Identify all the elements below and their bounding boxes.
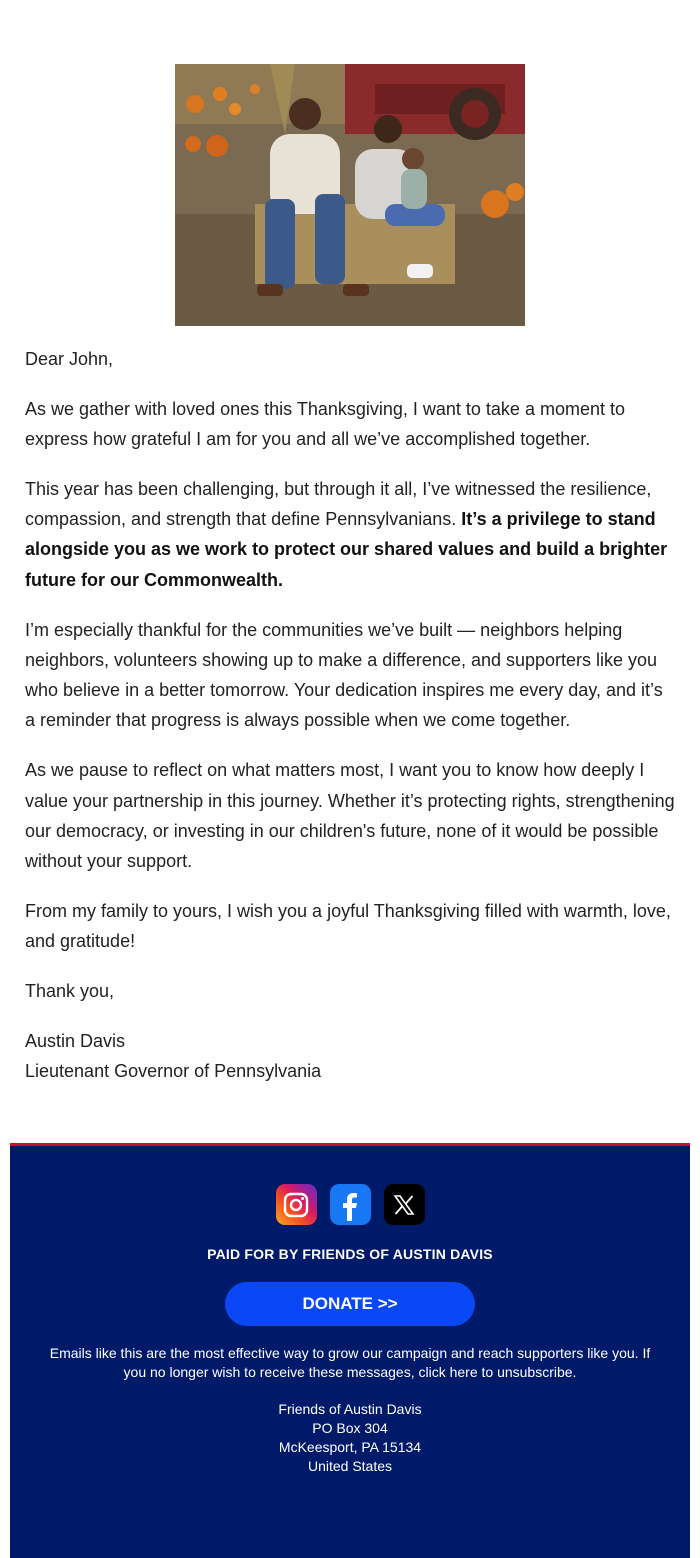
email-footer: [10, 1143, 690, 1558]
x-icon[interactable]: [384, 1184, 425, 1225]
paragraph-2: [25, 474, 675, 595]
paragraph-2-text: This year has been challenging, but through it all, I’ve witnessed the resilience, compassion, and strength that define Pennsylvanians.: [25, 478, 652, 530]
unsubscribe-notice[interactable]: Emails like this are the most effective way to grow our campaign and reach supporters like you. If you no longer wish to receive these messages, click here to unsubscribe.: [49, 1345, 651, 1380]
social-links: [10, 1184, 690, 1225]
instagram-icon[interactable]: [276, 1184, 317, 1225]
greeting: Dear John,: [25, 349, 114, 369]
paragraph-1: As we gather with loved ones this Thanksgiving, I want to take a moment to express how grateful I am for you and all we’ve accomplished together.: [25, 398, 625, 450]
signature: [25, 1026, 675, 1087]
address-line-1: PO Box 304: [312, 1420, 388, 1436]
paid-for-disclaimer: PAID FOR BY FRIENDS OF AUSTIN DAVIS: [207, 1246, 493, 1262]
paragraph-5: From my family to yours, I wish you a joyful Thanksgiving filled with warmth, love, and gratitude!: [25, 900, 671, 952]
closing: Thank you,: [25, 981, 115, 1002]
signer-name: Austin Davis: [25, 1030, 126, 1051]
address-line-2: McKeesport, PA 15134: [278, 1439, 422, 1455]
paragraph-4: As we pause to reflect on what matters most, I want you to know how deeply I value your partnership in this journey. Whether it’s protecting rights, strengthening our democracy, or investing in our children's future, none of it would be possible without your support.: [25, 760, 675, 872]
donate-button[interactable]: DONATE >>: [225, 1282, 475, 1326]
mailing-address: [10, 1400, 690, 1476]
family-photo-illustration: [175, 64, 525, 326]
address-country: United States: [307, 1458, 393, 1474]
signer-title: Lieutenant Governor of Pennsylvania: [25, 1061, 322, 1082]
hero-photo: [175, 64, 525, 326]
letter-body: [25, 344, 675, 1106]
paragraph-2-emphasis: It’s a privilege to stand alongside you as we work to protect our shared values and build a brighter future for our Commonwealth.: [25, 509, 668, 590]
paragraph-3: I’m especially thankful for the communities we’ve built — neighbors helping neighbors, volunteers showing up to make a difference, and supporters like you who believe in a better tomorrow. Your dedication inspires me every day, and it’s a reminder that progress is always possible when we come together.: [25, 619, 663, 731]
address-org: Friends of Austin Davis: [278, 1401, 422, 1417]
facebook-icon[interactable]: [330, 1184, 371, 1225]
